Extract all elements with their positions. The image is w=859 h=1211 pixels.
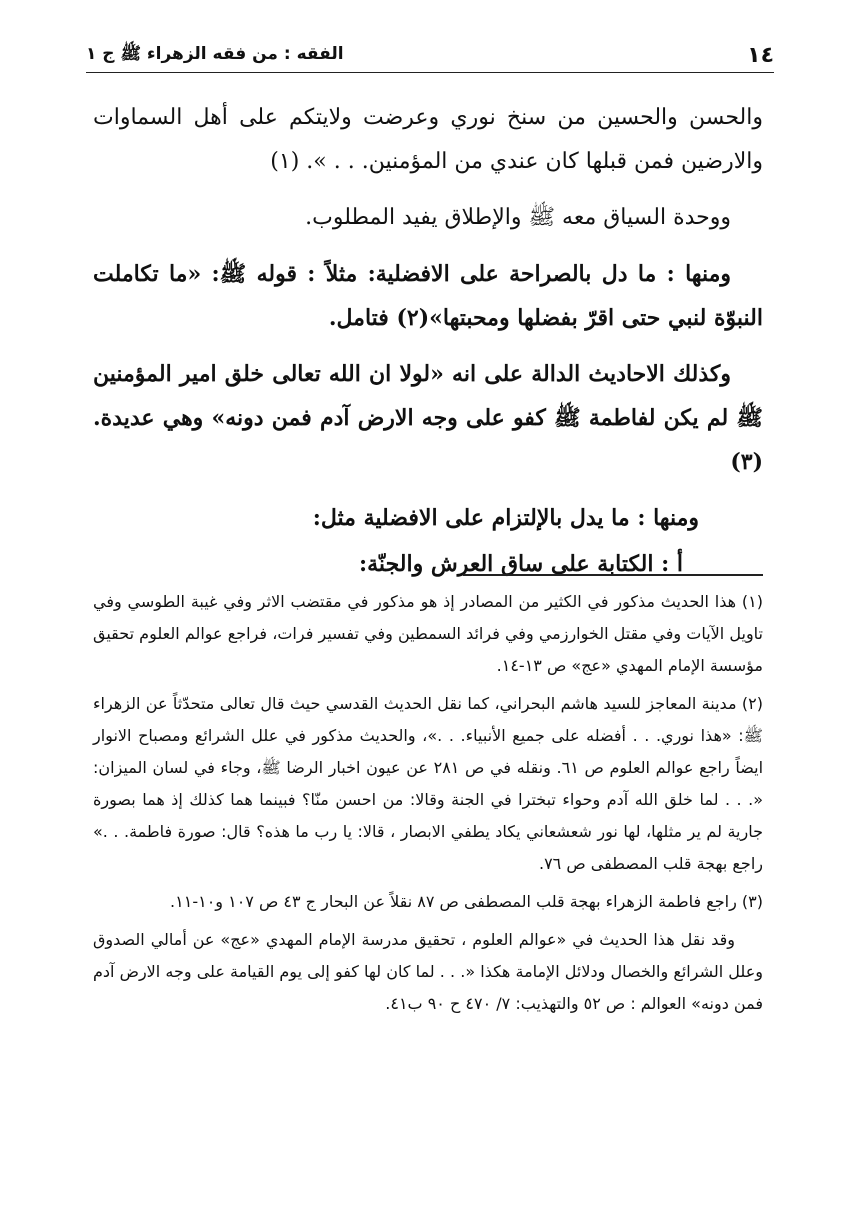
- footnote-1: (١) هذا الحديث مذكور في الكثير من المصادر إذ هو مذكور في مقتضب الاثر وفي غيبة الطوسي وفي تاويل الآيات وفي مقتل الخوارزمي وفي فرائد السمطين وفي تفسير فرات، فراجع عوالم العلوم تحقيق مؤسسة الإمام المهدي «عج» ص ١٣-١٤.: [93, 592, 763, 675]
- running-title: الفقه : من فقه الزهراء ﷺ ج ١: [86, 44, 344, 64]
- footnotes: [93, 586, 763, 1026]
- paragraph-6: أ : الكتابة على ساق العرش والجنّة:: [359, 551, 683, 577]
- page-number: ١٤: [747, 43, 774, 68]
- footnote-2: (٢) مدينة المعاجز للسيد هاشم البحراني، كما نقل الحديث القدسي حيث قال تعالى متحدّثاً عن الزهراء ﷺ: «هذا نوري. . . أفضله على جميع الأنبياء. . .»، والحديث مذكور في علل الشرائع ومصباح الانوار ايضاً راجع عوالم العلوم ص ٦١. ونقله في ص ٢٨١ عن عيون اخبار الرضا ﷺ، وجاء في لسان الميزان: «. . . لما خلق الله آدم وحواء تبخترا في الجنة وقالا: من احسن منّا؟ فبينما هما كذلك إذ هما بصورة جارية لم ير مثلها، لها نور شعشعاني يكاد يطفي الابصار ، قالا: يا رب ما هذه؟ قال: صورة فاطمة. . .» راجع بهجة قلب المصطفى ص ٧٦.: [93, 694, 764, 873]
- paragraph-2: ووحدة السياق معه ﷺ والإطلاق يفيد المطلوب.: [305, 205, 731, 230]
- paragraph-1: والحسن والحسين من سنخ نوري وعرضت ولايتكم على أهل السماوات والارضين فمن قبلها كان عندي من المؤمنين. . . ». (١): [93, 105, 763, 174]
- footnote-3: (٣) راجع فاطمة الزهراء بهجة قلب المصطفى ص ٨٧ نقلاً عن البحار ج ٤٣ ص ١٠٧ و١٠-١١.: [170, 892, 763, 911]
- paragraph-3: ومنها : ما دل بالصراحة على الافضلية: مثلاً : قوله ﷺ: «ما تكاملت النبوّة لنبي حتى اقرّ بفضلها ومحبتها»(٢) فتامل.: [93, 261, 763, 331]
- page-header: [86, 28, 774, 73]
- footnote-separator: [463, 574, 763, 576]
- paragraph-5: ومنها : ما يدل بالإلتزام على الافضلية مثل:: [312, 505, 699, 531]
- footnote-3-continuation: وقد نقل هذا الحديث في «عوالم العلوم ، تحقيق مدرسة الإمام المهدي «عج» عن أمالي الصدوق وعلل الشرائع والخصال ودلائل الإمامة هكذا «. . . لما كان لها كفو إلى يوم القيامة على وجه الارض آدم فمن دونه» العوالم : ص ٥٢ والتهذيب: ٧/ ٤٧٠ ح ٩٠ ب٤١.: [93, 930, 763, 1013]
- paragraph-4: وكذلك الاحاديث الدالة على انه «لولا ان الله تعالى خلق امير المؤمنين ﷺ لم يكن لفاطمة ﷺ كفو على وجه الارض آدم فمن دونه» وهي عديدة. (٣): [93, 361, 763, 475]
- main-text: [93, 96, 763, 598]
